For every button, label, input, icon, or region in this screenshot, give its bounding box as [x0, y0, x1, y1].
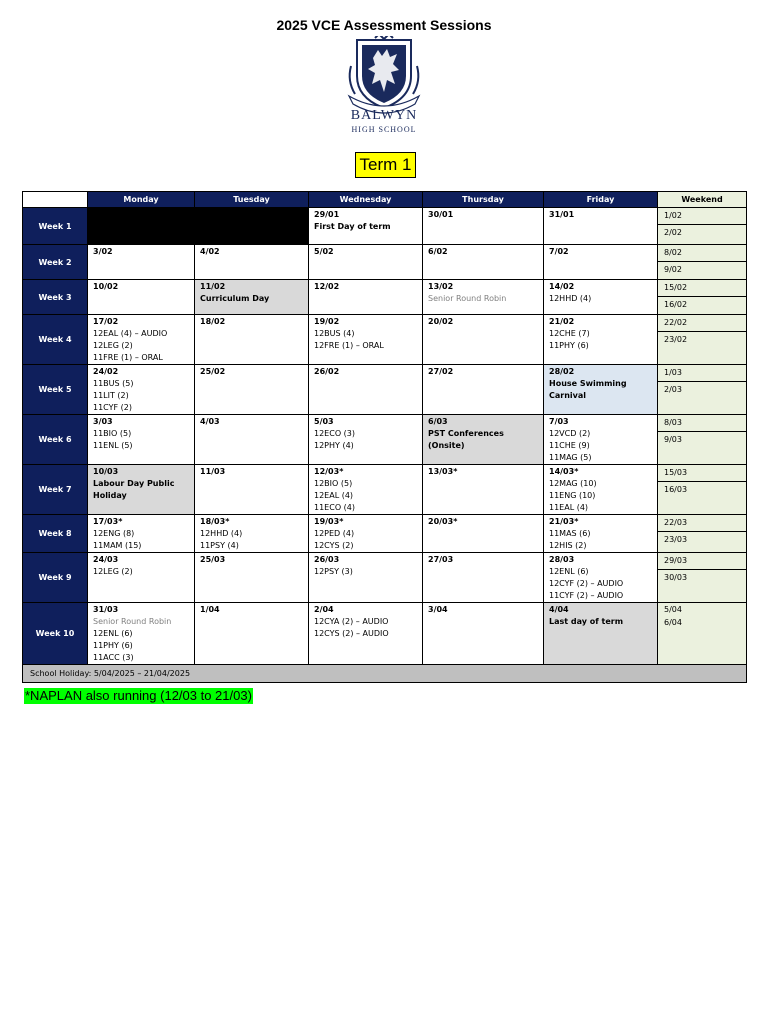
- day-cell-friday: [544, 465, 658, 515]
- day-cell-monday: [88, 315, 195, 365]
- weekend-cell: [658, 315, 747, 365]
- day-entry: 12ENL (6): [93, 629, 133, 638]
- day-date: 11/03: [200, 467, 226, 476]
- day-entry: Holiday: [93, 491, 127, 500]
- day-entry: 11BUS (5): [93, 379, 134, 388]
- day-entry: 11PHY (6): [93, 641, 133, 650]
- header-weekend: Weekend: [658, 192, 747, 208]
- day-entry: 12CHE (7): [549, 329, 590, 338]
- day-date: 24/02: [93, 367, 119, 376]
- day-date: 7/03: [549, 417, 569, 426]
- day-date: 24/03: [93, 555, 119, 564]
- day-entry: 12EAL (4) – AUDIO: [93, 329, 168, 338]
- day-cell-friday: [544, 245, 658, 280]
- day-date: 19/02: [314, 317, 340, 326]
- day-date: 3/04: [428, 605, 448, 614]
- weekend-sunday: 6/04: [664, 618, 682, 627]
- day-cell-tuesday: [195, 280, 309, 315]
- day-cell-thursday: [423, 603, 544, 665]
- week-label: Week 9: [23, 553, 88, 603]
- weekend-saturday: 1/03: [658, 365, 746, 382]
- day-cell-monday: [88, 365, 195, 415]
- weekend-sunday: 2/02: [664, 228, 682, 237]
- week-row: [23, 415, 747, 465]
- day-entry: 12CYA (2) – AUDIO: [314, 617, 389, 626]
- day-cell-friday: [544, 280, 658, 315]
- calendar-body: [23, 208, 747, 665]
- day-entry: 11PHY (6): [549, 341, 589, 350]
- day-entry: 11CHE (9): [549, 441, 590, 450]
- day-cell-tuesday: [195, 515, 309, 553]
- day-date: 11/02: [200, 282, 226, 291]
- week-label: Week 10: [23, 603, 88, 665]
- day-entry: Carnival: [549, 391, 587, 400]
- assessment-calendar-table: [22, 191, 747, 683]
- day-entry: 11ECO (4): [314, 503, 355, 512]
- week-row: [23, 245, 747, 280]
- weekend-saturday: 22/03: [658, 515, 746, 532]
- header-thursday: Thursday: [423, 192, 544, 208]
- day-date: 6/02: [428, 247, 448, 256]
- weekend-cell: [658, 280, 747, 315]
- weekend-sunday: 16/02: [664, 300, 688, 309]
- day-cell-monday: [88, 280, 195, 315]
- day-entry: 12EAL (4): [314, 491, 354, 500]
- day-cell-wednesday: [309, 553, 423, 603]
- weekend-cell: [658, 208, 747, 245]
- weekend-saturday: 8/02: [658, 245, 746, 262]
- day-date: 25/03: [200, 555, 226, 564]
- day-date: 14/03*: [549, 467, 579, 476]
- day-entry: 11CYF (2) – AUDIO: [549, 591, 624, 600]
- day-entry: 11LIT (2): [93, 391, 129, 400]
- day-entry: Last day of term: [549, 617, 624, 626]
- weekend-sunday: 16/03: [664, 485, 688, 494]
- day-date: 2/04: [314, 605, 334, 614]
- day-entry: 12HHD (4): [200, 529, 243, 538]
- day-date: 14/02: [549, 282, 575, 291]
- day-cell-tuesday: [195, 208, 309, 245]
- weekend-cell: [658, 415, 747, 465]
- weekend-sunday: 23/02: [664, 335, 688, 344]
- naplan-note: *NAPLAN also running (12/03 to 21/03): [25, 688, 252, 703]
- week-row: [23, 280, 747, 315]
- day-entry: 12LEG (2): [93, 567, 133, 576]
- day-entry: Labour Day Public: [93, 479, 175, 488]
- day-date: 30/01: [428, 210, 454, 219]
- week-label: Week 7: [23, 465, 88, 515]
- day-cell-wednesday: [309, 365, 423, 415]
- header-tuesday: Tuesday: [195, 192, 309, 208]
- week-label: Week 3: [23, 280, 88, 315]
- day-entry: 12CYS (2) – AUDIO: [314, 629, 389, 638]
- day-cell-thursday: [423, 415, 544, 465]
- day-date: 17/02: [93, 317, 119, 326]
- day-entry: 11MAS (6): [549, 529, 591, 538]
- day-cell-tuesday: [195, 465, 309, 515]
- week-row: [23, 315, 747, 365]
- day-date: 10/02: [93, 282, 119, 291]
- day-date: 27/01: [93, 210, 119, 219]
- school-holiday-note: School Holiday: 5/04/2025 – 21/04/2025: [23, 665, 747, 683]
- day-cell-friday: [544, 365, 658, 415]
- day-entry: 11ACC (3): [93, 653, 134, 662]
- day-date: 31/03: [93, 605, 119, 614]
- day-cell-thursday: [423, 515, 544, 553]
- day-entry: 12HHD (4): [549, 294, 592, 303]
- week-label: Week 8: [23, 515, 88, 553]
- weekend-saturday: 8/03: [658, 415, 746, 432]
- school-name-logo-text: BALWYN: [350, 108, 418, 123]
- weekend-sunday: 23/03: [664, 535, 688, 544]
- day-cell-tuesday: [195, 365, 309, 415]
- day-cell-tuesday: [195, 415, 309, 465]
- day-entry: 12MAG (10): [549, 479, 597, 488]
- day-cell-tuesday: [195, 315, 309, 365]
- weekend-cell: [658, 515, 747, 553]
- day-cell-monday: [88, 553, 195, 603]
- day-date: 13/03*: [428, 467, 458, 476]
- day-cell-monday: [88, 245, 195, 280]
- day-cell-friday: [544, 315, 658, 365]
- day-cell-wednesday: [309, 245, 423, 280]
- day-date: 13/02: [428, 282, 454, 291]
- day-date: 20/03*: [428, 517, 458, 526]
- day-entry: 12BIO (5): [314, 479, 353, 488]
- day-date: 5/03: [314, 417, 334, 426]
- day-entry: 12BUS (4): [314, 329, 355, 338]
- day-cell-friday: [544, 515, 658, 553]
- week-row: [23, 465, 747, 515]
- week-row: [23, 515, 747, 553]
- day-date: 21/02: [549, 317, 575, 326]
- weekend-saturday: 29/03: [658, 553, 746, 570]
- day-cell-friday: [544, 553, 658, 603]
- weekend-cell: [658, 603, 747, 665]
- day-date: 7/02: [549, 247, 569, 256]
- day-cell-tuesday: [195, 553, 309, 603]
- day-cell-monday: [88, 208, 195, 245]
- day-entry: Senior Round Robin: [428, 294, 507, 303]
- term-label: Term 1: [355, 152, 416, 178]
- day-cell-wednesday: [309, 315, 423, 365]
- header-blank-cell: [23, 192, 88, 208]
- day-date: 4/02: [200, 247, 220, 256]
- day-date: 28/02: [549, 367, 575, 376]
- page-title: 2025 VCE Assessment Sessions: [276, 17, 492, 33]
- day-entry: PST Conferences: [428, 429, 504, 438]
- day-cell-wednesday: [309, 515, 423, 553]
- day-cell-thursday: [423, 365, 544, 415]
- weekend-cell: [658, 553, 747, 603]
- day-date: 26/02: [314, 367, 340, 376]
- day-entry: 11MAM (15): [93, 541, 142, 550]
- day-date: 3/02: [93, 247, 113, 256]
- day-date: 18/02: [200, 317, 226, 326]
- day-entry: 11PSY (4): [200, 541, 239, 550]
- week-row: [23, 603, 747, 665]
- day-cell-tuesday: [195, 245, 309, 280]
- week-row: [23, 365, 747, 415]
- day-entry: 11BIO (5): [93, 429, 132, 438]
- day-date: 6/03: [428, 417, 448, 426]
- day-date: 17/03*: [93, 517, 123, 526]
- day-cell-monday: [88, 465, 195, 515]
- day-date: 4/04: [549, 605, 569, 614]
- day-date: 29/01: [314, 210, 340, 219]
- day-cell-friday: [544, 208, 658, 245]
- day-date: 27/02: [428, 367, 454, 376]
- day-date: 21/03*: [549, 517, 579, 526]
- weekend-sunday: 9/03: [664, 435, 682, 444]
- day-date: 27/03: [428, 555, 454, 564]
- weekend-saturday: 22/02: [658, 315, 746, 332]
- day-entry: 12CYS (2): [314, 541, 354, 550]
- header-wednesday: Wednesday: [309, 192, 423, 208]
- day-cell-monday: [88, 515, 195, 553]
- weekend-cell: [658, 365, 747, 415]
- day-entry: 12HIS (2): [549, 541, 587, 550]
- day-entry: 11FRE (1) – ORAL: [93, 353, 163, 362]
- week-label: Week 4: [23, 315, 88, 365]
- day-entry: First Day of term: [314, 222, 391, 231]
- day-cell-thursday: [423, 280, 544, 315]
- week-label: Week 6: [23, 415, 88, 465]
- weekend-cell: [658, 465, 747, 515]
- week-label: Week 5: [23, 365, 88, 415]
- week-row: [23, 208, 747, 245]
- holiday-row: [23, 665, 747, 683]
- day-date: 28/03: [549, 555, 575, 564]
- week-label: Week 1: [23, 208, 88, 245]
- weekend-saturday: 15/03: [658, 465, 746, 482]
- day-entry: 11EAL (4): [549, 503, 589, 512]
- day-date: 5/02: [314, 247, 334, 256]
- day-entry: (Onsite): [428, 441, 465, 450]
- day-entry: 11ENG (10): [549, 491, 596, 500]
- day-cell-monday: [88, 415, 195, 465]
- day-cell-friday: [544, 603, 658, 665]
- day-entry: 12VCD (2): [549, 429, 591, 438]
- header-monday: Monday: [88, 192, 195, 208]
- day-entry: 12ENG (8): [93, 529, 135, 538]
- day-cell-wednesday: [309, 415, 423, 465]
- week-row: [23, 553, 747, 603]
- day-entry: House Swimming: [549, 379, 627, 388]
- day-entry: Senior Round Robin: [93, 617, 172, 626]
- day-date: 25/02: [200, 367, 226, 376]
- day-cell-friday: [544, 415, 658, 465]
- header-friday: Friday: [544, 192, 658, 208]
- weekend-cell: [658, 245, 747, 280]
- week-label: Week 2: [23, 245, 88, 280]
- day-entry: 11ENL (5): [93, 441, 133, 450]
- day-cell-thursday: [423, 208, 544, 245]
- day-entry: 12PHY (4): [314, 441, 354, 450]
- day-date: 19/03*: [314, 517, 344, 526]
- day-date: 12/02: [314, 282, 340, 291]
- day-entry: 11CYF (2): [93, 403, 132, 412]
- day-cell-wednesday: [309, 465, 423, 515]
- day-entry: 12PSY (3): [314, 567, 353, 576]
- day-entry: Curriculum Day: [200, 294, 270, 303]
- day-cell-thursday: [423, 245, 544, 280]
- weekend-saturday: 15/02: [658, 280, 746, 297]
- day-date: 18/03*: [200, 517, 230, 526]
- day-date: 31/01: [549, 210, 575, 219]
- day-cell-tuesday: [195, 603, 309, 665]
- day-date: 28/01: [200, 210, 226, 219]
- day-cell-monday: [88, 603, 195, 665]
- day-cell-thursday: [423, 553, 544, 603]
- day-date: 10/03: [93, 467, 119, 476]
- day-date: 12/03*: [314, 467, 344, 476]
- weekend-sunday: 30/03: [664, 573, 688, 582]
- day-entry: 12PED (4): [314, 529, 355, 538]
- weekend-saturday: 1/02: [658, 208, 746, 225]
- day-entry: 12CYF (2) – AUDIO: [549, 579, 624, 588]
- calendar-header-row: [23, 192, 747, 208]
- day-entry: 12FRE (1) – ORAL: [314, 341, 384, 350]
- day-date: 4/03: [200, 417, 220, 426]
- day-date: 20/02: [428, 317, 454, 326]
- day-entry: 12ECO (3): [314, 429, 355, 438]
- weekend-sunday: 2/03: [664, 385, 682, 394]
- day-cell-thursday: [423, 465, 544, 515]
- school-subtitle-logo-text: HIGH SCHOOL: [351, 125, 417, 134]
- day-entry: 12ENL (6): [549, 567, 589, 576]
- day-entry: 11MAG (5): [549, 453, 592, 462]
- day-cell-wednesday: [309, 603, 423, 665]
- day-entry: 12LEG (2): [93, 341, 133, 350]
- weekend-sunday: 9/02: [664, 265, 682, 274]
- day-cell-thursday: [423, 315, 544, 365]
- weekend-saturday: 5/04: [664, 605, 682, 614]
- day-date: 26/03: [314, 555, 340, 564]
- day-date: 1/04: [200, 605, 220, 614]
- day-cell-wednesday: [309, 208, 423, 245]
- day-date: 3/03: [93, 417, 113, 426]
- day-cell-wednesday: [309, 280, 423, 315]
